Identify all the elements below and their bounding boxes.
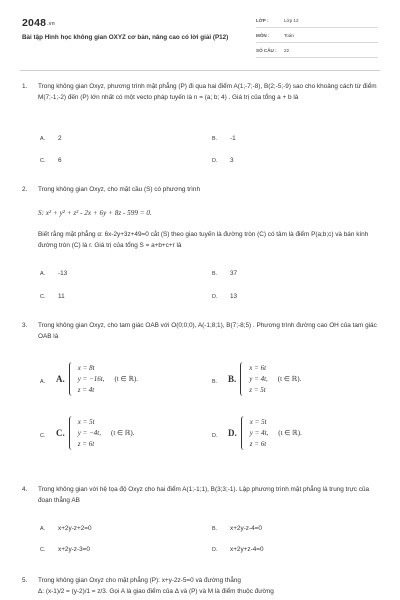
question-number: 1. — [22, 83, 28, 90]
option-a[interactable]: A. -13 — [40, 270, 68, 277]
sphere-equation: S: x² + y² + z² - 2x + 6y + 8z - 599 = 0. — [38, 209, 152, 217]
option-d[interactable]: D. 3 — [212, 157, 234, 164]
option-c-label[interactable]: C. — [40, 433, 46, 439]
option-a[interactable]: A. 2 — [40, 135, 62, 142]
page-header — [0, 0, 400, 70]
option-a[interactable]: A. x+2y-z+2=0 — [40, 525, 92, 532]
question-text: Trong không gian với hệ tọa độ Oxyz cho hai điểm A(1;-1;1), B(3;3;-1). Lập phương trình mặt phẳng là trung trực của đoạn thẳng AB — [38, 486, 370, 504]
option-b[interactable]: B. -1 — [212, 135, 236, 142]
question-number: 2. — [22, 186, 28, 193]
question-text: Trong không gian Oxyz, cho tam giác OAB với O(0;0;0), A(-1;8;1), B(7;-8;5) . Phương trình đường cao OH của tam giác OAB là — [38, 322, 377, 340]
header-divider — [20, 70, 380, 71]
option-c[interactable]: C. x = 5t y = −4t, z = 6t (t ∈ ℝ). — [56, 416, 135, 450]
option-d[interactable]: D. x+2y+z-4=0 — [212, 546, 264, 553]
option-b[interactable]: B. 37 — [212, 270, 238, 277]
option-a[interactable]: A. x = 8t y = −16t, z = 4t (t ∈ ℝ). — [56, 362, 138, 396]
question-text: Trong không gian Oxyz, phương trình mặt phẳng (P) đi qua hai điểm A(1;-7;-8), B(2;-5;-9) sao cho khoảng cách từ điểm M(7;-1;-2) đến (P) lớn nhất có một vecto pháp tuyến là n = (a; b; 4) . Giá trị của tổng a + b là — [38, 83, 377, 101]
question-number: 3. — [22, 322, 28, 329]
meta-question-count: SỐ CÂU : 22 — [256, 45, 378, 58]
option-b[interactable]: B. x+2y-z-4=0 — [212, 525, 262, 532]
option-c[interactable]: C. x+2y-z-3=0 — [40, 546, 90, 553]
question-1 — [22, 81, 378, 171]
option-d[interactable]: D. x = 5t y = 4t, z = 6t (t ∈ ℝ). — [228, 416, 302, 450]
option-c[interactable]: C. 11 — [40, 293, 65, 300]
option-b-label[interactable]: B. — [212, 379, 218, 385]
option-a-label[interactable]: A. — [40, 379, 46, 385]
document-title: Bài tập Hình học không gian OXYZ cơ bản, nâng cao có lời giải (P12) — [22, 34, 229, 41]
question-text: Trong không gian Oxyz, cho mặt cầu (S) có phương trình — [38, 186, 201, 193]
option-d-label[interactable]: D. — [212, 433, 218, 439]
option-c[interactable]: C. 6 — [40, 157, 62, 164]
question-number: 5. — [22, 577, 28, 584]
question-2 — [22, 184, 378, 304]
site-logo[interactable]: 2048.vn — [22, 17, 55, 29]
question-number: 4. — [22, 486, 28, 493]
meta-grade: LỚP : Lớp 12 — [256, 15, 378, 28]
question-text-continued: Δ: (x-1)/2 = (y-2)/1 = z/3. Gọi A là giao điểm của Δ và (P) và M là điểm thuộc đường — [38, 588, 274, 595]
option-b[interactable]: B. x = 6t y = 4t, z = 5t (t ∈ ℝ). — [228, 362, 301, 396]
question-3 — [22, 320, 378, 470]
option-d[interactable]: D. 13 — [212, 293, 238, 300]
meta-subject: MÔN : Toán — [256, 30, 378, 43]
question-text-continued: Biết rằng mặt phẳng α: 6x-2y+3z+49=0 cắt (S) theo giao tuyến là đường tròn (C) có tâm là điểm P(a;b;c) và bán kính đường tròn (C) là r. Giá trị của tổng S = a+b+c+r là — [38, 231, 369, 249]
question-text: Trong không gian Oxyz cho mặt phẳng (P): x+y-2z-5=0 và đường thẳng — [38, 577, 241, 584]
question-5 — [22, 575, 378, 600]
question-4 — [22, 484, 378, 564]
